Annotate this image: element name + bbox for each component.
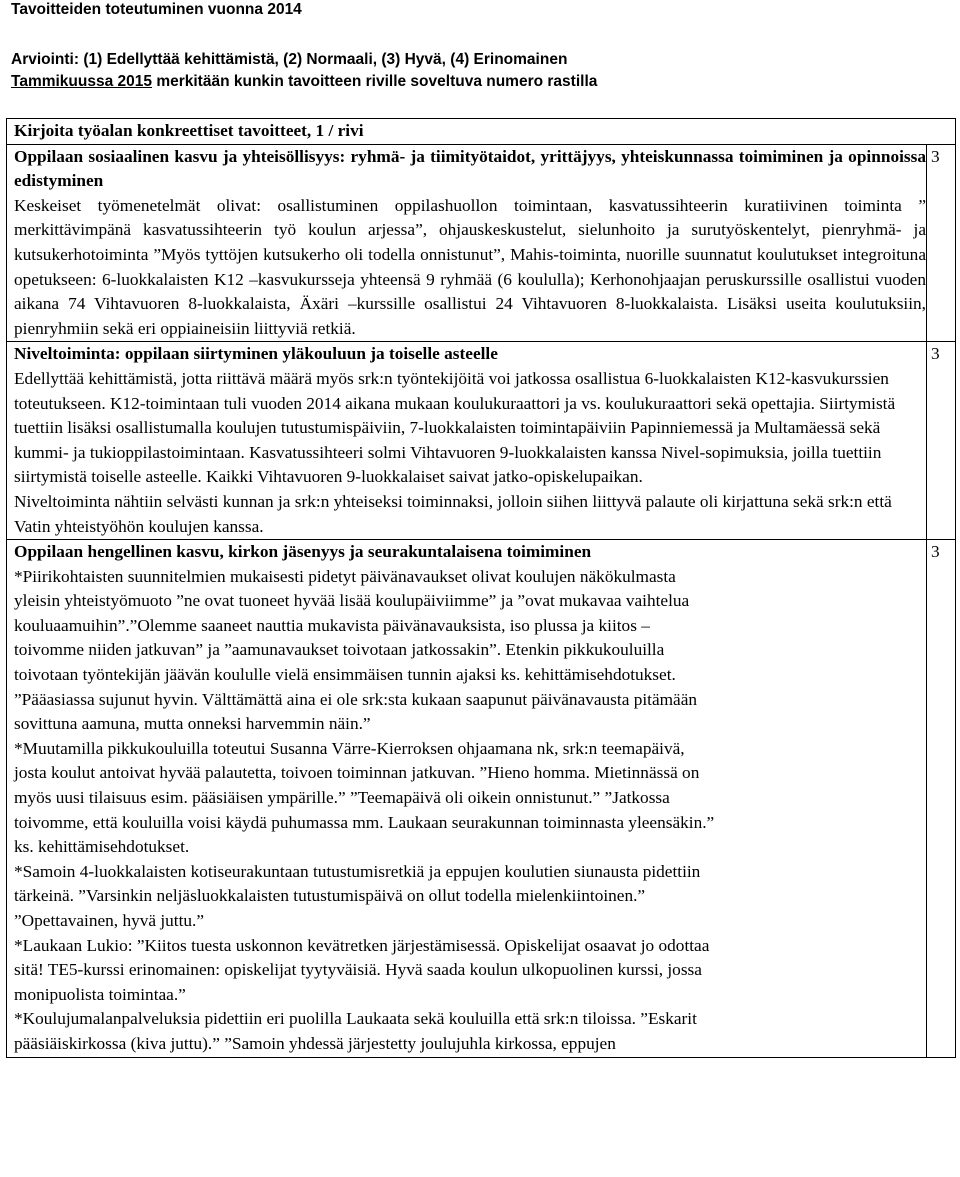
goal-3-line: monipuolista toimintaa.” — [14, 984, 186, 1004]
page-title: Tavoitteiden toteutuminen vuonna 2014 — [11, 1, 302, 18]
goal-2-body-note: Niveltoiminta nähtiin selvästi kunnan ja srk:n yhteiseksi toiminnaksi, jolloin siihen liittyvä palaute oli kirjattuna sekä srk:n että Vatin yhteistyöhön koulujen kanssa. — [14, 491, 892, 536]
goal-2-score: 3 — [927, 342, 956, 540]
intro-cell — [7, 119, 956, 145]
instruction-text: merkitään kunkin tavoitteen riville soveltuva numero rastilla — [152, 73, 598, 90]
goal-3-line: ”Pääasiassa sujunut hyvin. Välttämättä aina ei ole srk:sta kukaan saapunut päivänavausta pitämään — [14, 689, 698, 709]
goal-3-line: pääsiäiskirkossa (kiva juttu).” ”Samoin yhdessä järjestetty joulujuhla kirkossa, eppujen — [14, 1033, 616, 1053]
goal-2-heading: Niveltoiminta: oppilaan siirtyminen yläkouluun ja toiselle asteelle — [14, 344, 498, 364]
table-row-intro — [7, 119, 956, 145]
goal-3-line: sovittuna aamuna, mutta onneksi harvemmin näin.” — [14, 714, 371, 734]
goal-3-line: toivotaan työntekijän jäävän koululle vielä ensimmäisen tunnin ajaksi ks. kehittämisehdotukset. — [14, 665, 676, 685]
table-row-goal-1 — [7, 144, 956, 342]
goal-2-body: Edellyttää kehittämistä, jotta riittävä määrä myös srk:n työntekijöitä voi jatkossa osallistua 6-luokkalaisten K12-kasvukurssien toteutukseen. K12-toimintaan tuli vuoden 2014 aikana mukaan koulukuraattori ja vs. koulukuraattori sekä opettajia. Siirtymistä tuettiin lisäksi osallistumalla koulujen tutustumispäiviin, 7-luokkalaisten toimintapäiviin Papinniemessä ja Multamäessä sekä kummi- ja tukioppilastoimintaan. Kasvatussihteeri solmi Vihtavuoren 9-luokkalaisten kanssa Nivel-sopimuksia, joilla tuettiin siirtymistä toiselle asteelle. Kaikki Vihtavuoren 9-luokkalaiset saivat jatko-opiskelupaikan. — [14, 368, 896, 487]
goal-3-line: *Samoin 4-luokkalaisten kotiseurakuntaan tutustumisretkiä ja eppujen koulutien siunausta pidettiin — [14, 861, 701, 881]
instruction-date: Tammikuussa 2015 — [11, 73, 153, 90]
goals-table — [6, 118, 956, 1058]
goal-3-line: kouluaamuihin”.”Olemme saaneet nauttia mukavista päivänavauksista, iso plussa ja kiitos – — [14, 615, 650, 635]
goal-3-line: josta koulut antoivat hyvää palautetta, toivoen toiminnan jatkuvan. ”Hieno homma. Mietinnässä on — [14, 763, 700, 783]
goal-3-line: sitä! TE5-kurssi erinomainen: opiskelijat tyytyväisiä. Hyvä saada koulun ulkopuolinen kurssi, jossa — [14, 960, 702, 980]
instruction-line — [11, 73, 597, 91]
goal-3-score: 3 — [927, 540, 956, 1057]
goal-3-line: *Koulujumalanpalveluksia pidettiin eri puolilla Laukaata sekä kouluilla että srk:n tiloissa. ”Eskarit — [14, 1009, 697, 1029]
goal-1-score: 3 — [927, 144, 956, 342]
goal-3-line: yleisin yhteistyömuoto ”ne ovat tuoneet hyvää lisää koulupäiviimme” ja ”ovat mukavaa vaihtelua — [14, 591, 690, 611]
goal-3-line: ”Opettavainen, hyvä juttu.” — [14, 911, 205, 930]
table-row-goal-3 — [7, 540, 956, 1057]
goal-3-line: tärkeinä. ”Varsinkin neljäsluokkalaisten tutustumispäivä on ollut todella mielenkiintoinen.” — [14, 886, 646, 906]
goal-1-heading: Oppilaan sosiaalinen kasvu ja yhteisöllisyys: ryhmä- ja tiimityötaidot, yrittäjyys, yhteiskunnassa toimiminen ja opinnoissa edistyminen — [14, 146, 926, 191]
goal-3-line: toivomme, että kouluilla voisi käydä puhumassa mm. Laukaan seurakunnan toiminnasta yleensäkin.” — [14, 812, 715, 832]
goal-3-line: *Laukaan Lukio: ”Kiitos tuesta uskonnon kevätretken järjestämisessä. Opiskelijat osaavat jo odottaa — [14, 935, 710, 955]
goal-1-body: Keskeiset työmenetelmät olivat: osallistuminen oppilashuollon toimintaan, kasvatussihteerin kuratiivinen toiminta ” merkittävimpänä kasvatussihteerin työ koulun arjessa”, ohjauskeskustelut, sielunhoito ja surutyöskentelyt, pienryhmä- ja kutsukerhotoiminta ”Myös tyttöjen kutsukerho oli todella onnistunut”, Mahis-toiminta, nuorille suunnatut koulutukset integroituna opetukseen: 6-luokkalaisten K12 –kasvukursseja yhteensä 9 ryhmää (6 koululla); Kerhonohjaajan peruskurssille osallistui vuoden aikana 74 Vihtavuoren 8-luokkalaista, Äxäri –kurssille osallistui 24 Vihtavuoren 8-luokkalaista. Lisäksi useita koulutuksiin, pienryhmiin sekä eri oppiaineisiin liittyviä retkiä. — [14, 195, 926, 338]
goal-3-line: *Muutamilla pikkukouluilla toteutui Susanna Värre-Kierroksen ohjaamana nk, srk:n teemapäivä, — [14, 738, 685, 758]
goal-2-cell — [7, 342, 927, 540]
goal-3-line: myös uusi tilaisuus esim. pääsiäisen ympärille.” ”Teemapäivä oli oikein onnistunut.” ”Jatkossa — [14, 788, 670, 808]
rating-scale: Arviointi: (1) Edellyttää kehittämistä, (2) Normaali, (3) Hyvä, (4) Erinomainen — [11, 51, 568, 68]
goal-3-line: ks. kehittämisehdotukset. — [14, 837, 190, 857]
table-row-goal-2 — [7, 342, 956, 540]
intro-text: Kirjoita työalan konkreettiset tavoitteet, 1 / rivi — [14, 121, 364, 140]
goal-3-cell — [7, 540, 927, 1057]
goal-3-line: toivomme niiden jatkuvan” ja ”aamunavaukset toivotaan jatkossakin”. Etenkin pikkukouluilla — [14, 640, 665, 660]
goal-3-heading: Oppilaan hengellinen kasvu, kirkon jäsenyys ja seurakuntalaisena toimiminen — [14, 542, 592, 562]
goal-3-line: *Piirikohtaisten suunnitelmien mukaisesti pidetyt päivänavaukset olivat koulujen näkökulmasta — [14, 566, 676, 586]
goal-1-cell — [7, 144, 927, 342]
